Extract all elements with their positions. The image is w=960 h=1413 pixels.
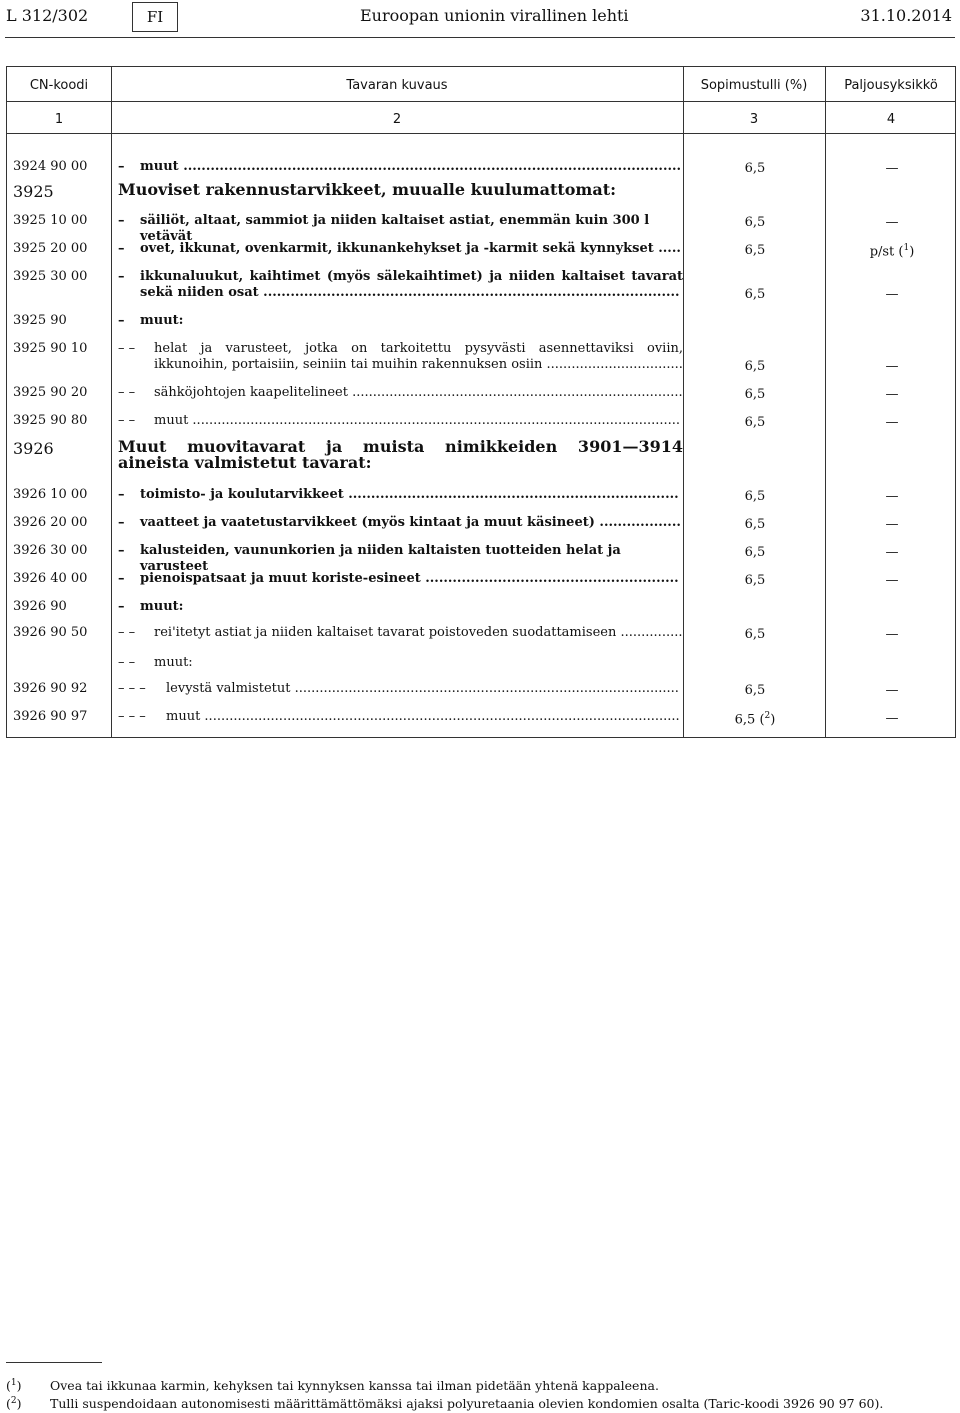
item-description: [118, 269, 683, 301]
duty-rate: 6,5: [744, 387, 766, 402]
column-number: 3: [749, 112, 759, 127]
column-number: 1: [54, 112, 64, 127]
description-text: Muut muovitavarat ja muista nimikkeiden 3901—3914 aineista valmistetut tavarat:: [118, 437, 683, 472]
table-row: [7, 653, 957, 675]
indent-dash: – – –: [118, 681, 146, 696]
leader-dots: ...............: [616, 625, 683, 640]
description-text: muut: [166, 709, 201, 724]
duty-rate: 6,5: [744, 161, 766, 176]
cn-code: 3925 90 80: [13, 413, 88, 428]
item-description: [118, 413, 683, 429]
column-number: 4: [886, 112, 896, 127]
cn-code: 3925 20 00: [13, 241, 88, 256]
item-description: [118, 681, 683, 697]
indent-dash: –: [118, 269, 125, 284]
quantity-unit: —: [885, 573, 899, 588]
indent-dash: – –: [118, 625, 136, 640]
table-row: [7, 597, 957, 619]
indent-dash: –: [118, 213, 125, 228]
table-row: [7, 541, 957, 574]
column-header-cn: CN-koodi: [29, 78, 89, 93]
duty-rate: 6,5: [744, 573, 766, 588]
quantity-unit: —: [885, 415, 899, 430]
description-text: sähköjohtojen kaapelitelineet: [154, 385, 348, 400]
cn-code: 3926 40 00: [13, 571, 88, 586]
column-number: 2: [392, 112, 402, 127]
cn-code: 3924 90 00: [13, 159, 88, 174]
description-text: levystä valmistetut: [166, 681, 291, 696]
footnote-marker: ($^2$): [6, 1396, 22, 1412]
leader-dots: ......................................................................................................................: [188, 413, 681, 428]
description-text: rei'itetyt astiat ja niiden kaltaiset tavarat poistoveden suodattamiseen: [154, 625, 617, 640]
table-row: [7, 383, 957, 405]
row-divider: [7, 101, 955, 102]
cn-code: 3925 90: [13, 313, 67, 328]
description-text: muut:: [140, 313, 184, 328]
description-text: muut: [154, 413, 189, 428]
description-text: muut: [140, 159, 179, 174]
leader-dots: ..............................................................................................................: [178, 159, 682, 174]
indent-dash: –: [118, 515, 125, 530]
description-text: toimisto- ja koulutarvikkeet: [140, 487, 344, 502]
item-description: [118, 439, 683, 471]
leader-dots: ........................................................: [420, 571, 679, 586]
description-text: helat ja varusteet, jotka on tarkoitettu pysyvästi asennettaviksi oviin, ikkunoihin, portaisiin, seiniin tai muihin rakennuksen osiin: [154, 341, 683, 372]
publication-date: 31.10.2014: [860, 6, 952, 25]
column-header-rate: Sopimustulli (%): [700, 78, 808, 93]
footnote-text: Tulli suspendoidaan autonomisesti määrittämättömäksi ajaksi polyuretaania olevien kondomien osalta (Taric-koodi 3926 90 97 60).: [50, 1396, 884, 1412]
table-row: [7, 211, 957, 244]
leader-dots: ................................................................................: [347, 385, 683, 400]
cn-code: 3925 90 20: [13, 385, 88, 400]
quantity-unit: p/st ($^1$): [869, 243, 915, 260]
footnote-2: [6, 1396, 883, 1411]
quantity-unit: —: [885, 545, 899, 560]
item-description: [118, 182, 683, 198]
item-description: [118, 241, 683, 257]
duty-rate: 6,5: [744, 243, 766, 258]
table-row: [7, 267, 957, 303]
item-description: [118, 487, 683, 503]
column-header-unit: Paljousyksikkö: [844, 78, 938, 93]
duty-rate: 6,5: [744, 287, 766, 302]
footnote-1: [6, 1378, 659, 1393]
column-header-description: Tavaran kuvaus: [346, 78, 448, 93]
cn-code: 3926 10 00: [13, 487, 88, 502]
description-text: Muoviset rakennustarvikkeet, muualle kuulumattomat:: [118, 180, 617, 199]
cn-code: 3925 90 10: [13, 341, 88, 356]
journal-title: Euroopan unionin virallinen lehti: [360, 6, 629, 25]
description-text: säiliöt, altaat, sammiot ja niiden kaltaiset astiat, enemmän kuin 300 l vetävät: [140, 213, 650, 244]
cn-code: 3926 90 50: [13, 625, 88, 640]
duty-rate: 6,5: [744, 415, 766, 430]
table-row: [7, 239, 957, 261]
duty-rate: 6,5: [744, 627, 766, 642]
description-text: ovet, ikkunat, ovenkarmit, ikkunankehykset ja -karmit sekä kynnykset: [140, 241, 654, 256]
cn-code: 3926 30 00: [13, 543, 88, 558]
header-rule: [5, 37, 955, 38]
description-text: pienoispatsaat ja muut koriste-esineet: [140, 571, 421, 586]
duty-rate: 6,5: [744, 215, 766, 230]
table-row: [7, 339, 957, 375]
description-text: kalusteiden, vaununkorien ja niiden kaltaisten tuotteiden helat ja varusteet: [140, 543, 621, 574]
table-row: [7, 157, 957, 179]
item-description: [118, 341, 683, 373]
duty-rate: 6,5: [744, 489, 766, 504]
description-text: muut:: [140, 599, 184, 614]
indent-dash: – – –: [118, 709, 146, 724]
quantity-unit: —: [885, 711, 899, 726]
footnote-marker: ($^1$): [6, 1378, 22, 1394]
item-description: [118, 159, 683, 175]
language-badge: FI: [132, 2, 178, 32]
quantity-unit: —: [885, 683, 899, 698]
quantity-unit: —: [885, 387, 899, 402]
description-text: ikkunaluukut, kaihtimet (myös sälekaihtimet) ja niiden kaltaiset tavarat sekä niiden osat: [140, 269, 683, 300]
page-header: [0, 0, 960, 40]
item-description: [118, 599, 683, 615]
table-row: [7, 623, 957, 645]
description-text: vaatteet ja vaatetustarvikkeet (myös kintaat ja muut käsineet): [140, 515, 595, 530]
quantity-unit: —: [885, 627, 899, 642]
cn-code: 3925: [13, 182, 54, 201]
table-row: [7, 439, 957, 475]
leader-dots: .....: [653, 241, 681, 256]
item-description: [118, 655, 683, 671]
footnote-text: Ovea tai ikkunaa karmin, kehyksen tai kynnyksen kanssa tai ilman pidetään yhtenä kappaleena.: [50, 1378, 659, 1394]
quantity-unit: —: [885, 359, 899, 374]
indent-dash: –: [118, 571, 125, 586]
quantity-unit: —: [885, 517, 899, 532]
item-description: [118, 571, 683, 587]
leader-dots: .............................................................................................: [290, 681, 679, 696]
item-description: [118, 625, 683, 641]
cn-code: 3925 10 00: [13, 213, 88, 228]
leader-dots: ...................................................................................................................: [200, 709, 680, 724]
item-description: [118, 313, 683, 329]
quantity-unit: —: [885, 215, 899, 230]
quantity-unit: —: [885, 287, 899, 302]
leader-dots: ..................: [594, 515, 681, 530]
leader-dots: ............................................................................................: [258, 285, 680, 300]
cn-code: 3926 90 97: [13, 709, 88, 724]
indent-dash: –: [118, 313, 125, 328]
leader-dots: .................................: [542, 357, 683, 372]
indent-dash: – –: [118, 341, 136, 356]
indent-dash: – –: [118, 655, 136, 670]
cn-code: 3926 90 92: [13, 681, 88, 696]
table-row: [7, 311, 957, 333]
cn-code: 3926: [13, 439, 54, 458]
indent-dash: –: [118, 487, 125, 502]
table-row: [7, 513, 957, 535]
cn-code: 3926 20 00: [13, 515, 88, 530]
tariff-table: [6, 66, 956, 738]
description-text: muut:: [154, 655, 193, 670]
indent-dash: – –: [118, 413, 136, 428]
indent-dash: –: [118, 543, 125, 558]
cn-code: 3925 30 00: [13, 269, 88, 284]
duty-rate: 6,5: [744, 683, 766, 698]
indent-dash: – –: [118, 385, 136, 400]
table-row: [7, 569, 957, 591]
item-description: [118, 385, 683, 401]
table-row: [7, 411, 957, 433]
table-row: [7, 182, 957, 204]
item-description: [118, 515, 683, 531]
item-description: [118, 709, 683, 725]
table-row: [7, 485, 957, 507]
page-reference: L 312/302: [6, 6, 89, 25]
quantity-unit: —: [885, 489, 899, 504]
indent-dash: –: [118, 599, 125, 614]
quantity-unit: —: [885, 161, 899, 176]
duty-rate: 6,5 ($^2$): [734, 711, 776, 728]
leader-dots: .........................................................................: [343, 487, 679, 502]
indent-dash: –: [118, 159, 125, 174]
cn-code: 3926 90: [13, 599, 67, 614]
table-row: [7, 707, 957, 729]
indent-dash: –: [118, 241, 125, 256]
duty-rate: 6,5: [744, 359, 766, 374]
table-row: [7, 679, 957, 701]
duty-rate: 6,5: [744, 517, 766, 532]
footnote-rule: [6, 1362, 102, 1363]
duty-rate: 6,5: [744, 545, 766, 560]
row-divider: [7, 133, 955, 134]
